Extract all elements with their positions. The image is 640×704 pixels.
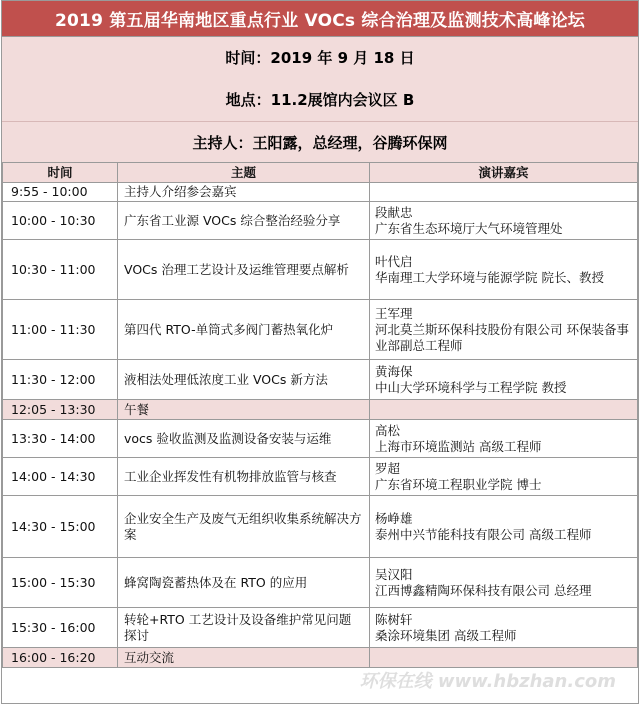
row-speaker bbox=[370, 496, 638, 558]
speaker-affiliation: 中山大学环境科学与工程学院 教授 bbox=[375, 379, 567, 395]
speaker-affiliation: 上海市环境监测站 高级工程师 bbox=[375, 438, 542, 454]
speaker-name: 陈树轩 bbox=[375, 611, 413, 627]
table-row bbox=[3, 400, 638, 420]
speaker-affiliation: 河北莫兰斯环保科技股份有限公司 环保装备事业部副总工程师 bbox=[375, 321, 629, 353]
table-row bbox=[3, 608, 638, 648]
row-speaker bbox=[370, 458, 638, 496]
row-speaker bbox=[370, 240, 638, 300]
row-time: 15:00 - 15:30 bbox=[3, 558, 118, 608]
speaker-name: 王军理 bbox=[375, 305, 413, 321]
row-time: 14:00 - 14:30 bbox=[3, 458, 118, 496]
table-row bbox=[3, 300, 638, 360]
row-time: 14:30 - 15:00 bbox=[3, 496, 118, 558]
table-row bbox=[3, 202, 638, 240]
speaker-affiliation: 广东省生态环境厅大气环境管理处 bbox=[375, 220, 563, 236]
speaker-affiliation: 桑涂环境集团 高级工程师 bbox=[375, 627, 517, 643]
table-row bbox=[3, 496, 638, 558]
row-speaker bbox=[370, 360, 638, 400]
row-speaker bbox=[370, 558, 638, 608]
speaker-affiliation: 泰州中兴节能科技有限公司 高级工程师 bbox=[375, 526, 592, 542]
speaker-affiliation: 华南理工大学环境与能源学院 院长、教授 bbox=[375, 269, 604, 285]
speaker-name: 段献忠 bbox=[375, 204, 413, 220]
table-row bbox=[3, 183, 638, 202]
row-topic: 互动交流 bbox=[118, 648, 370, 668]
row-topic: 转轮+RTO 工艺设计及设备维护常见问题探讨 bbox=[118, 608, 370, 648]
header-topic: 主题 bbox=[118, 163, 370, 183]
row-topic: 主持人介绍参会嘉宾 bbox=[118, 183, 370, 202]
table-row bbox=[3, 458, 638, 496]
table-row bbox=[3, 420, 638, 458]
row-time: 11:00 - 11:30 bbox=[3, 300, 118, 360]
row-topic: 蜂窝陶瓷蓄热体及在 RTO 的应用 bbox=[118, 558, 370, 608]
row-speaker bbox=[370, 202, 638, 240]
row-time: 13:30 - 14:00 bbox=[3, 420, 118, 458]
row-time: 12:05 - 13:30 bbox=[3, 400, 118, 420]
speaker-name: 叶代启 bbox=[375, 253, 413, 269]
row-speaker bbox=[370, 300, 638, 360]
info-block bbox=[2, 37, 638, 162]
event-host: 主持人：王阳露，总经理，谷腾环保网 bbox=[2, 121, 638, 162]
speaker-name: 杨峥雄 bbox=[375, 510, 413, 526]
event-time: 时间：2019 年 9 月 18 日 bbox=[225, 48, 415, 67]
row-time: 10:30 - 11:00 bbox=[3, 240, 118, 300]
speaker-name: 黄海保 bbox=[375, 363, 413, 379]
speaker-name: 罗超 bbox=[375, 460, 401, 476]
row-time: 15:30 - 16:00 bbox=[3, 608, 118, 648]
event-venue: 地点：11.2展馆内会议区 B bbox=[225, 90, 415, 109]
row-speaker bbox=[370, 183, 638, 202]
table-header-row bbox=[3, 163, 638, 183]
row-speaker bbox=[370, 648, 638, 668]
speaker-name: 吴汉阳 bbox=[375, 566, 413, 582]
row-time: 9:55 - 10:00 bbox=[3, 183, 118, 202]
row-topic: 广东省工业源 VOCs 综合整治经验分享 bbox=[118, 202, 370, 240]
speaker-name: 高松 bbox=[375, 422, 401, 438]
row-topic: 企业安全生产及废气无组织收集系统解决方案 bbox=[118, 496, 370, 558]
row-speaker bbox=[370, 420, 638, 458]
agenda-table bbox=[2, 162, 638, 668]
row-topic: 第四代 RTO-单筒式多阀门蓄热氧化炉 bbox=[118, 300, 370, 360]
table-row bbox=[3, 360, 638, 400]
table-row bbox=[3, 240, 638, 300]
table-row bbox=[3, 648, 638, 668]
speaker-affiliation: 江西博鑫精陶环保科技有限公司 总经理 bbox=[375, 582, 592, 598]
row-time: 11:30 - 12:00 bbox=[3, 360, 118, 400]
watermark-logo: 环保在线 www.hbzhan.com bbox=[359, 671, 616, 692]
agenda-sheet bbox=[1, 0, 639, 704]
row-topic: 午餐 bbox=[118, 400, 370, 420]
speaker-affiliation: 广东省环境工程职业学院 博士 bbox=[375, 476, 542, 492]
row-speaker bbox=[370, 400, 638, 420]
table-row bbox=[3, 558, 638, 608]
row-topic: 工业企业挥发性有机物排放监管与核查 bbox=[118, 458, 370, 496]
row-topic: VOCs 治理工艺设计及运维管理要点解析 bbox=[118, 240, 370, 300]
row-time: 10:00 - 10:30 bbox=[3, 202, 118, 240]
row-speaker bbox=[370, 608, 638, 648]
row-time: 16:00 - 16:20 bbox=[3, 648, 118, 668]
row-topic: 液相法处理低浓度工业 VOCs 新方法 bbox=[118, 360, 370, 400]
header-time: 时间 bbox=[3, 163, 118, 183]
header-speaker: 演讲嘉宾 bbox=[370, 163, 638, 183]
forum-title: 2019 第五届华南地区重点行业 VOCs 综合治理及监测技术高峰论坛 bbox=[2, 1, 638, 37]
row-topic: vocs 验收监测及监测设备安装与运维 bbox=[118, 420, 370, 458]
